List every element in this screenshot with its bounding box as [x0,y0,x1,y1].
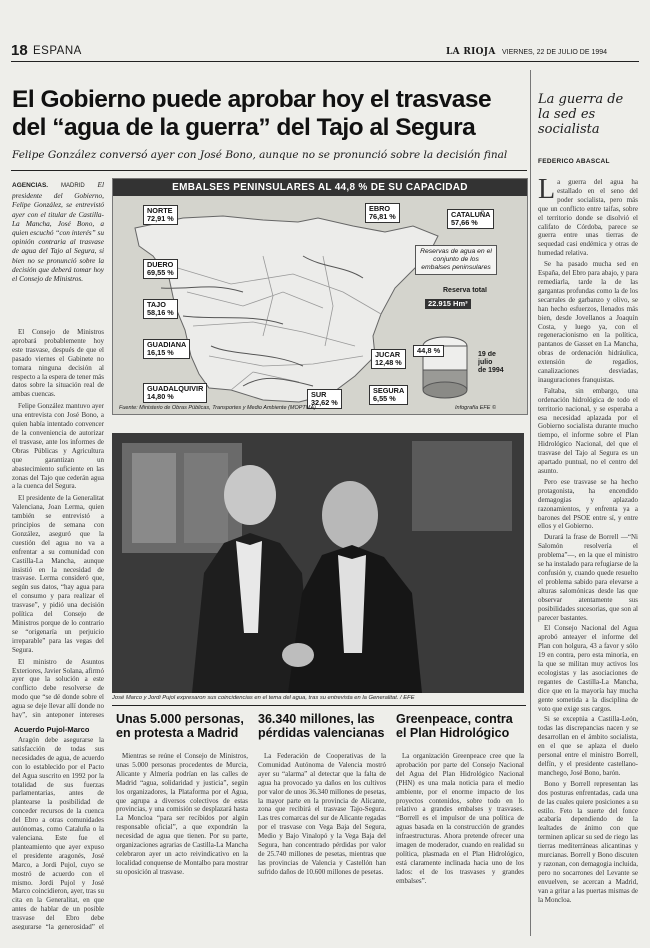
section-name: ESPAÑA [33,45,82,57]
photo-caption: José Marco y Jordi Pujol expresaron sus coincidencias en el tema del agua, tras su entrevista en la Generalitat. / EFE [112,695,415,701]
pujol-text: Aragón debe asegurarse la satisfacción de todas sus necesidades de agua, de acuerdo con lo establecido por el Pacto del Agua suscrito en 1992 por la totalidad de sus fuerzas parlamentarias, antes de plantearse la posibilidad de conceder recursos de la cuenca del Ebro a otras comunidades autónomas, como Cataluña o la valenciana. Este fue el planteamiento que ayer expuso el presidente aragonés, José Marco, a Jordi Pujol, cuyo se mostró de acuerdo con el mismo. Jordi Pujol y José Marco coincidieron, ayer, tras su cita en la Generalitat, en que antes de hablar de un posible trasvase del Ebro debe asegurarse “la generosidad” el [12,736,104,930]
losses-text: La Federación de Cooperativas de la Comunidad Autónoma de Valencia mostró ayer su “alarma” al detectar que la falta de agua ha provocado ya daños en los cultivos por valor de unos 36.340 millones de pesetas, la mayor parte en la provincia de Alicante, zona que recibirá el trasvase Tajo-Segura. Las tres comarcas del sur de Alicante regadas por el trasvase con Vega Baja del Segura, Medio y Bajo Vinalopó y la Vega Baja del Segura, han concentrado pérdidas por valor de 25.740 millones de pesetas, mientras que las provincias de Valencia y Castellón han sufrido daños de 10.600 millones de pesetas. [258,752,386,876]
reservoir-label-guadiana: GUADIANA 16,15 % [143,339,190,359]
sidebar-paragraph: Faltaba, sin embargo, una ordenación hidrológica de todo el territorio nacional, y se esperaba a esa necesidad aplazada por el Gobierno socialista durante mucho tiempo, el informe sobre el Plan Hidrológico Nacional, del que el trasvase del Tajo al Segura es un apartado puntual, no el centro del asunto. [538,386,638,475]
reservoir-label-sur: SUR 32,62 % [307,389,342,409]
protest-text: Mientras se reúne el Consejo de Ministros, unas 5.000 personas procedentes de Murcia, Alicante y Almería podrían en las calles de Madrid “agua, solidaridad y justicia”, según los organizadores, la Plataforma por el Agua, que agrupa a diversos colectivos de estas provincias, y una comisión se desplazará hasta La Moncloa “para ser recibidos por algún responsable oficial”, a que expondrán la necesidad de agua que tienen. Por su parte, organizaciones agrarias de Castilla-La Mancha celebraron ayer un acto reivindicativo en la localidad conquense de Montalbo para mostrar su oposición al trasvase. [116,752,248,876]
reservoir-label-ebro: EBRO 76,81 % [365,203,400,223]
reservoir-label-segura: SEGURA 6,55 % [369,385,408,405]
reservoir-label-norte: NORTE 72,91 % [143,205,178,225]
lead-text: El presidente del Gobierno, Felipe González, se entrevistó ayer con el titular de Castilla-La Mancha, José Bono, a quien escuchó “con interés” su opinión contraria al trasvase de agua del Tajo al Segura, si bien no se pronunció sobre la decisión que deberá tomar hoy el Consejo de Ministros. [12,180,104,284]
greenpeace-title: Greenpeace, contra el Plan Hidrológico [396,712,513,740]
greenpeace-text: La organización Greenpeace cree que la aprobación por parte del Consejo Nacional del Agua del Plan Hidrológico Nacional (PHN) es una mala noticia para el medio ambiente, por el enorme impacto de los proyectos contenidos, sobre todo en lo relativo a grandes embalses y trasvases. “Borrell es el impulsor de una política de aguas basada en la construcción de grandes infraestructuras. Ahora pretende ofrecer una imagen de moderador, cuando en realidad su política, plasmada en el Plan Hidrológico, está claramente inclinada hacia uno de los lados: el de los trasvases y grandes embalses”. [396,752,524,885]
news-photo [112,433,524,693]
reservoir-label-duero: DUERO 69,55 % [143,259,178,279]
protest-title: Unas 5.000 personas, en protesta a Madrid [116,712,244,740]
reservoir-label-cataluna: CATALUÑA 57,66 % [447,209,494,229]
photo-image [112,433,524,693]
map-credit: Infografía EFE © [455,405,497,411]
map-source: Fuente: Ministerio de Obras Públicas, Transportes y Medio Ambiente (MOPTMA) [119,405,316,411]
reserve-total-value: 22.915 Hm³ [425,299,471,309]
losses-title: 36.340 millones, las pérdidas valencianas [258,712,385,740]
sidebar-title: La guerra de la sed es socialista [538,92,624,137]
body-paragraph: Felipe González mantuvo ayer una entrevista con José Bono, a quien había intentado convencer de la conveniencia de autorizar el trasvase, ante los informes de Obras Públicas y Agricultura que garantizan un abastecimiento suficiente en las zonas del Tajo que cederán agua a la cuenca del Segura. [12,402,104,491]
reservoir-map [112,178,528,415]
bottom-rule [112,705,526,706]
lead-paragraph [12,180,104,324]
reserve-note: Reservas de agua en el conjunto de los embalses peninsulares [415,245,497,275]
issue-date: VIERNES, 22 DE JULIO DE 1994 [502,49,608,56]
sidebar-paragraph: Se ha pasado mucha sed en España, del Ebro para abajo, y para remediarla, tarde la de las gargantas profundas como la de los secarrales de garbanzo y olivo, se han hecho esfuerzos, llenados más bien, desde Jovellanos a Joaquín Costa, y luego ya, con el regeneracionismo en la política, pantanos de Gasset en La Mancha, obras de ordenación hidráulica, extensión de regadíos, canalizaciones desviadas, inauguraciones franquistas. [538,260,638,384]
pujol-heading: Acuerdo Pujol-Marco [14,725,90,734]
sidebar-author: FEDERICO ABASCAL [538,158,610,165]
sidebar-body [538,178,638,934]
body-paragraph: El Consejo de Ministros aprobará probablemente hoy este trasvase, después de que el pasado viernes el Gabinete no tomara ninguna decisión al respecto a la espera de tener más datos sobre la situación real de ambas cuencas. [12,328,104,399]
reserve-total-label: Reserva total [443,287,487,294]
reserve-date: 19 de julio de 1994 [478,351,504,374]
reserve-percent: 44,8 % [413,345,444,357]
agency-label: AGENCIAS. [12,182,49,189]
reservoir-label-guadalquivir: GUADALQUIVIR 14,80 % [143,383,207,403]
body-paragraph: El presidente de la Generalitat Valenciana, Joan Lerma, quien también se entrevistó a principios de semana con González, aseguró que la cuestión del agua no va a enfrentar a su comunidad con Castilla-La Mancha, aunque insistió en la necesidad de trasvase. Lerma consideró que, según sus datos, “hay agua para el consumo y para realizar el trasvase”, y pidió una decisión política del Consejo de Ministros porque de lo contrario se “origenaría un perjuicio irreparable” para las vegas del Segura. [12,494,104,654]
sidebar-paragraph: Si se exceptúa a Castilla-León, todas las discrepancias nacen y se desarrollan en el ámbito socialista, en el que se aplaza el duelo personal entre el ministro Borrell, delfín, y el presidente castellano-manchego, José Bono, barón. [538,715,638,777]
headline: El Gobierno puede aprobar hoy el trasvase del “agua de la guerra” del Tajo al Segura [12,86,492,141]
subheadline: Felipe González conversó ayer con José Bono, aunque no se pronunció sobre la decisión final [12,149,508,161]
sidebar-paragraph: El Consejo Nacional del Agua aprobó anteayer el informe del Plan con holgura, 43 a favor y sólo 19 en contra, pero esta minoría, en la que se militan muy activos los ecologistas y las asociaciones de regantes de Castilla-La Mancha, dice que en la mayoría hay mucha gente sometida a la disciplina de voto que exige sus cargos. [538,624,638,713]
sidebar-paragraph: Pero ese trasvase se ha hecho protagonista, ha encendido demagogias y aplazado razonamientos, y enfrenta ya a barones del PSOE entre sí, y entre ellos y el Gobierno. [538,477,638,531]
reservoir-label-jucar: JUCAR 12,48 % [371,349,406,369]
page-number: 18 [11,43,28,59]
left-column [12,328,104,718]
header-rule [11,61,639,62]
headline-rule [11,170,527,171]
sidebar-paragraph: Bono y Borrell representan las dos posturas enfrentadas, cada una de las cuales quiere posiciones a su estilo. Feto la suerte del fonce acabaría dependiendo de la lealtades de ánimo con que terminen aplicar su sed de riego las tierras mediterráneas alicantinas y murcianas. Borrell y Bono discuten y razonan, con demagogia incluida, pero no socarrones del Levante se envuelven, se acercan a Madrid, van a gritar a las puertas mismas de la Moncloa. [538,779,638,904]
paper-name: LA RIOJA [446,47,496,57]
sidebar-divider [530,70,531,936]
sidebar-paragraph: Durará la frase de Borrell —“Ni Salomón resolvería el problema”—, en la que el ministro se ha instalado para refugiarse de la confusión y, cuando quede resuelto el problema sabido para elevarse a alturas salomónicas desde las que observar atentamente sus posibilidades sucesorias, que son al parecer bastantes. [538,533,638,622]
dateline-place: MADRID [60,183,85,189]
map-title: EMBALSES PENINSULARES AL 44,8 % DE SU CAPACIDAD [113,179,527,196]
drop-cap: L [538,178,556,205]
reservoir-label-tajo: TAJO 58,16 % [143,299,178,319]
body-paragraph: El ministro de Asuntos Exteriores, Javier Solana, afirmó ayer que la solución a este conflicto debe resolverse de modo que “se dé donde sobre el agua se deje llevar allí donde no hay”, sin anteponer intereses [12,657,104,718]
sidebar-paragraph: L a guerra del agua ha estallado en el seno del poder socialista, pero más que un conflicto entre taifas, sobre el territorio donde se disolvió el califato de Córdoba, parece se guerra entre unas tierras de sequedad casi endémica y otras de humedad relativa. [538,178,638,258]
